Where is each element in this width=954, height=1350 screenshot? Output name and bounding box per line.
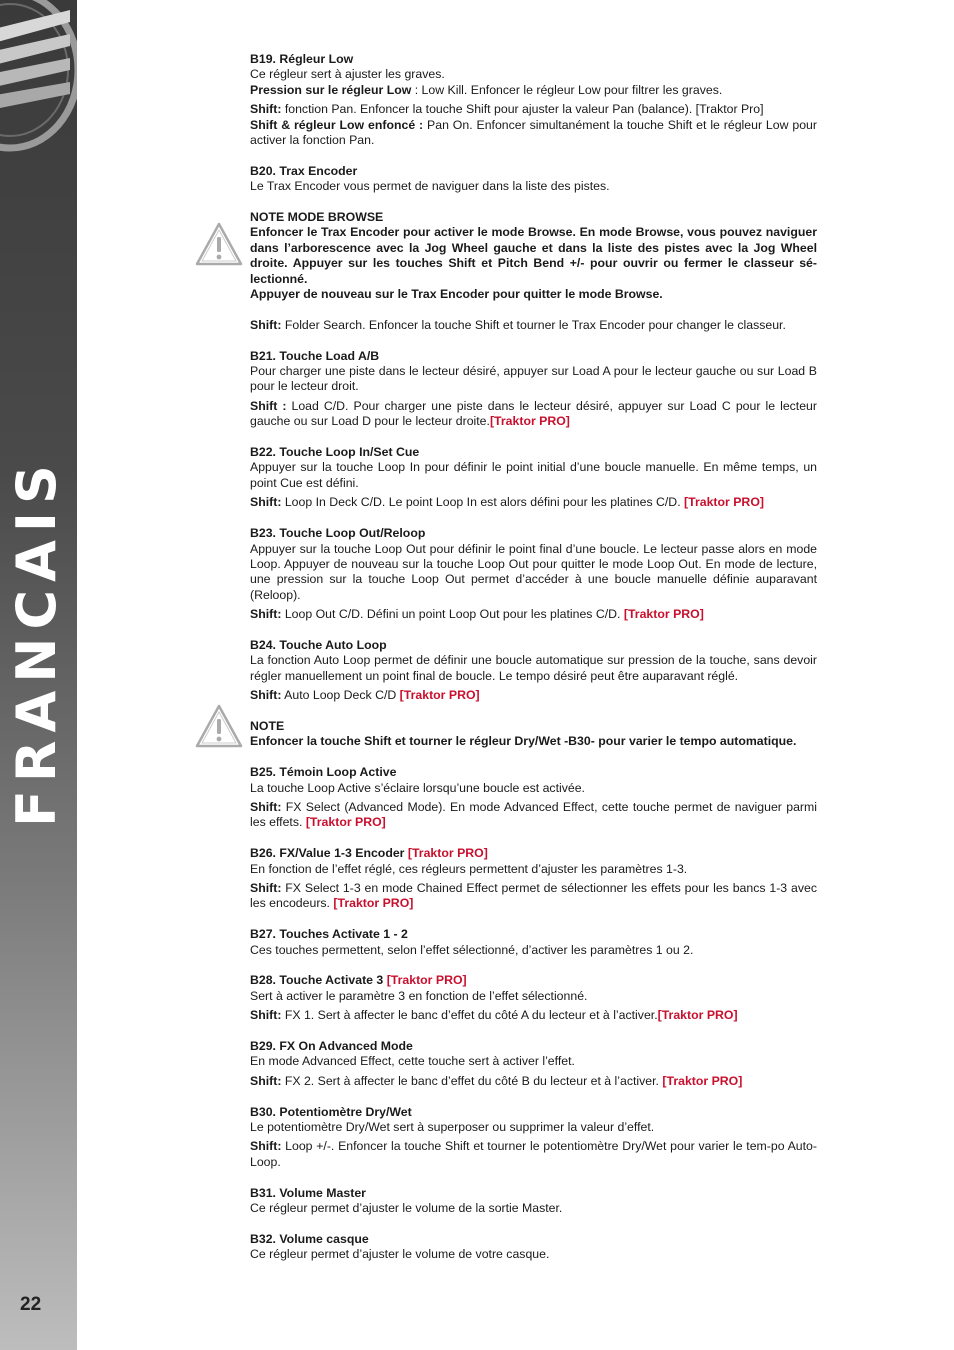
section-b29 <box>250 1039 817 1089</box>
note-text: Enfoncer le Trax Encoder pour activer le mode Browse. En mode Browse, vous pouvez naviguer dans l’arborescence avec la Jog Wheel gauche et dans la liste des pistes avec la Jog Wheel droite. Appuyer sur les touches Shift et Pitch Bend +/- pour ouvrir ou fermer le classeur sé-lectionné. <box>250 225 817 286</box>
note-auto-tempo <box>250 719 817 750</box>
section-title: B20. Trax Encoder <box>250 163 358 178</box>
section-b32 <box>250 1232 817 1263</box>
traktor-pro-tag: [Traktor PRO] <box>407 846 488 861</box>
traktor-pro-tag: [Traktor PRO] <box>386 973 467 988</box>
shift-function: Shift: FX Select (Advanced Mode). En mode Advanced Effect, cette touche permet de naviguer parmi les effets. [Traktor PRO] <box>250 799 817 830</box>
traktor-pro-tag: [Traktor PRO] <box>399 688 480 703</box>
warning-icon <box>194 703 244 749</box>
warning-icon <box>194 221 244 267</box>
section-b20 <box>250 164 817 195</box>
description: Sert à activer le paramètre 3 en fonction de l’effet sélectionné. <box>250 988 588 1003</box>
shift-function: Shift: Loop +/-. Enfoncer la touche Shift et tourner le potentiomètre Dry/Wet pour varier le tem-po Auto-Loop. <box>250 1139 817 1169</box>
shift-function: Shift : Load C/D. Pour charger une piste dans le lecteur désiré, appuyer sur Load C pour le lecteur gauche ou sur Load D pour le lecteur droite.[Traktor PRO] <box>250 398 817 429</box>
shift-function: Shift: FX Select 1-3 en mode Chained Effect permet de sélectionner les effets pour les bancs 1-3 avec les encodeurs. [Traktor PRO] <box>250 880 817 911</box>
traktor-pro-tag: [Traktor PRO] <box>657 1008 738 1023</box>
section-b19 <box>250 52 817 148</box>
section-b24 <box>250 638 817 704</box>
section-title: B25. Témoin Loop Active <box>250 765 397 780</box>
section-b26 <box>250 846 817 912</box>
description: Appuyer sur la touche Loop In pour définir le point initial d’une boucle manuelle. En même temps, un point Cue est défini. <box>250 460 817 490</box>
description: Ces touches permettent, selon l’effet sélectionné, d’activer les paramètres 1 ou 2. <box>250 942 694 957</box>
section-b30 <box>250 1105 817 1171</box>
description: Pour charger une piste dans le lecteur désiré, appuyer sur Load A pour le lecteur gauche ou sur Load B pour le lecteur droit. <box>250 364 817 394</box>
section-title: B30. Potentiomètre Dry/Wet <box>250 1104 412 1119</box>
section-title: B23. Touche Loop Out/Reloop <box>250 526 426 541</box>
traktor-pro-tag: [Traktor PRO] <box>333 896 414 911</box>
section-b23 <box>250 526 817 622</box>
shift-function: Shift: FX 2. Sert à affecter le banc d’effet du côté B du lecteur et à l’activer. [Traktor PRO] <box>250 1073 743 1088</box>
page-number: 22 <box>20 1294 42 1315</box>
traktor-pro-tag: [Traktor PRO] <box>623 607 704 622</box>
section-title: B31. Volume Master <box>250 1185 366 1200</box>
note-text: Enfoncer la touche Shift et tourner le régleur Dry/Wet -B30- pour varier le tempo automatique. <box>250 734 797 749</box>
section-title: B21. Touche Load A/B <box>250 348 380 363</box>
folder-search <box>250 318 817 333</box>
description: La fonction Auto Loop permet de définir une boucle automatique sur pression de la touche, sans devoir régler manuellement un point final de boucle. Le tempo désiré peut être auparavant réglé. <box>250 653 817 683</box>
traktor-pro-tag: [Traktor PRO] <box>684 495 764 510</box>
language-sidebar <box>0 0 77 1350</box>
description: Ce régleur permet d’ajuster le volume de la sortie Master. <box>250 1201 563 1216</box>
section-b27 <box>250 927 817 958</box>
section-b22 <box>250 445 817 511</box>
section-b31 <box>250 1186 817 1217</box>
note-title: NOTE <box>250 718 285 733</box>
section-title: B19. Régleur Low <box>250 52 354 66</box>
manual-content <box>250 52 817 1278</box>
note-title: NOTE MODE BROWSE <box>250 210 384 225</box>
section-title: B28. Touche Activate 3 [Traktor PRO] <box>250 973 467 988</box>
description: Le Trax Encoder vous permet de naviguer dans la liste des pistes. <box>250 179 610 194</box>
section-b25 <box>250 765 817 831</box>
note-browse-mode <box>250 210 817 302</box>
shift-function: Shift: Loop In Deck C/D. Le point Loop In est alors défini pour les platines C/D. [Traktor PRO] <box>250 495 764 510</box>
description: Appuyer sur la touche Loop Out pour définir le point final d’une boucle. Le lecteur passe alors en mode Loop. Appuyer de nouveau sur la touche Loop Out pour quitter le mode Loop Out. En mode de lecture, une pression sur la touche Loop Out permet d’accéder à une boucle manuelle définie auparavant (Reloop). <box>250 541 817 602</box>
section-title: B24. Touche Auto Loop <box>250 637 387 652</box>
section-title: B22. Touche Loop In/Set Cue <box>250 445 420 460</box>
description: La touche Loop Active s’éclaire lorsqu’une boucle est activée. <box>250 780 585 795</box>
description: Ce régleur permet d’ajuster le volume de votre casque. <box>250 1247 550 1262</box>
shift-press-function: Shift & régleur Low enfoncé : Pan On. Enfoncer simultanément la touche Shift et le régleur Low pour activer la fonction Pan. <box>250 117 817 148</box>
section-b21 <box>250 349 817 430</box>
section-title: B29. FX On Advanced Mode <box>250 1038 413 1053</box>
description: En mode Advanced Effect, cette touche sert à activer l’effet. <box>250 1054 575 1069</box>
shift-function: Shift: Folder Search. Enfoncer la touche Shift et tourner le Trax Encoder pour changer le classeur. <box>250 317 786 332</box>
traktor-pro-tag: [Traktor PRO] <box>305 815 386 830</box>
section-title: B27. Touches Activate 1 - 2 <box>250 927 408 942</box>
language-label: FRANCAIS <box>5 457 68 827</box>
section-b28 <box>250 973 817 1023</box>
shift-function: Shift: fonction Pan. Enfoncer la touche Shift pour ajuster la valeur Pan (balance). [Traktor Pro] <box>250 102 764 117</box>
traktor-pro-tag: [Traktor PRO] <box>489 414 570 429</box>
note-text: Appuyer de nouveau sur le Trax Encoder pour quitter le mode Browse. <box>250 287 663 302</box>
shift-function: Shift: Auto Loop Deck C/D [Traktor PRO] <box>250 688 480 703</box>
description: Le potentiomètre Dry/Wet sert à superposer ou supprimer la valeur d’effet. <box>250 1120 655 1134</box>
shift-function: Shift: Loop Out C/D. Défini un point Loop Out pour les platines C/D. [Traktor PRO] <box>250 607 704 622</box>
press-function: Pression sur le régleur Low : Low Kill. Enfoncer le régleur Low pour filtrer les graves. <box>250 82 723 97</box>
section-title: B26. FX/Value 1-3 Encoder [Traktor PRO] <box>250 846 488 861</box>
brand-logo-emblem <box>0 0 77 160</box>
traktor-pro-tag: [Traktor PRO] <box>662 1073 743 1088</box>
description: En fonction de l’effet réglé, ces régleurs permettent d’ajuster les paramètres 1-3. <box>250 861 688 876</box>
section-title: B32. Volume casque <box>250 1231 369 1246</box>
shift-function: Shift: FX 1. Sert à affecter le banc d’effet du côté A du lecteur et à l’activer.[Traktor PRO] <box>250 1008 738 1023</box>
description: Ce régleur sert à ajuster les graves. <box>250 67 445 82</box>
